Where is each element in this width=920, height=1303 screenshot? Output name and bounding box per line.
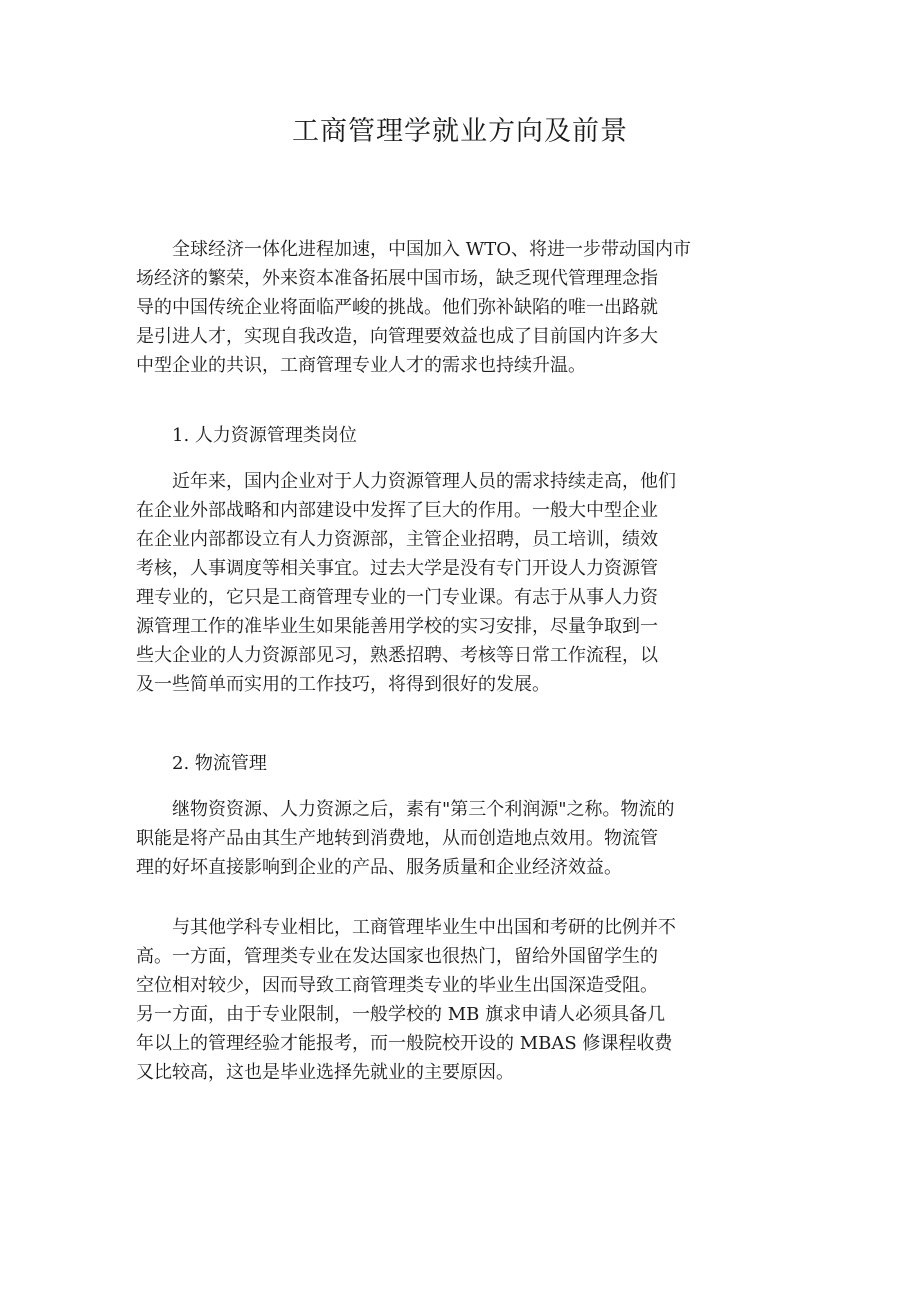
paragraph-logistics [136, 795, 726, 882]
paragraph-line: 职能是将产品由其生产地转到消费地，从而创造地点效用。物流管 [136, 828, 658, 849]
paragraph-line: 与其他学科专业相比，工商管理毕业生中出国和考研的比例并不 [172, 917, 676, 938]
paragraph-line: 是引进人才，实现自我改造，向管理要效益也成了目前国内许多大 [136, 326, 658, 347]
paragraph-line: 全球经济一体化进程加速，中国加入 WTO、将进一步带动国内市 [172, 239, 691, 260]
paragraph-line: 年以上的管理经验才能报考，而一般院校开设的 MBAS 修课程收费 [136, 1033, 673, 1054]
paragraph-line: 高。一方面，管理类专业在发达国家也很热门，留给外国留学生的 [136, 946, 658, 967]
paragraph-line: 考核，人事调度等相关事宜。过去大学是没有专门开设人力资源管 [136, 558, 658, 579]
document-title: 工商管理学就业方向及前景 [292, 116, 628, 147]
paragraph-line: 及一些简单而实用的工作技巧，将得到很好的发展。 [136, 674, 550, 695]
paragraph-hr [136, 467, 726, 699]
paragraph-line: 理的好坏直接影响到企业的产品、服务质量和企业经济效益。 [136, 857, 622, 878]
paragraph-study-abroad [136, 913, 726, 1087]
paragraph-line: 近年来，国内企业对于人力资源管理人员的需求持续走高，他们 [172, 471, 676, 492]
paragraph-line: 中型企业的共识，工商管理专业人才的需求也持续升温。 [136, 355, 586, 376]
paragraph-line: 继物资资源、人力资源之后，素有"第三个利润源"之称。物流的 [172, 799, 675, 820]
paragraph-line: 在企业外部战略和内部建设中发挥了巨大的作用。一般大中型企业 [136, 500, 658, 521]
paragraph-line: 空位相对较少，因而导致工商管理类专业的毕业生出国深造受阻。 [136, 975, 658, 996]
paragraph-line: 在企业内部都设立有人力资源部，主管企业招聘，员工培训，绩效 [136, 529, 658, 550]
paragraph-line: 场经济的繁荣，外来资本准备拓展中国市场，缺乏现代管理理念指 [136, 268, 658, 289]
paragraph-line: 些大企业的人力资源部见习，熟悉招聘、考核等日常工作流程，以 [136, 645, 658, 666]
paragraph-line: 源管理工作的准毕业生如果能善用学校的实习安排，尽量争取到一 [136, 616, 658, 637]
paragraph-line: 另一方面，由于专业限制，一般学校的 MB 旗求申请人必须具备几 [136, 1004, 666, 1025]
paragraph-line: 导的中国传统企业将面临严峻的挑战。他们弥补缺陷的唯一出路就 [136, 297, 658, 318]
paragraph-line: 又比较高，这也是毕业选择先就业的主要原因。 [136, 1062, 514, 1083]
paragraph-intro [136, 235, 726, 380]
section-heading-hr: 1. 人力资源管理类岗位 [172, 425, 357, 446]
paragraph-line: 理专业的，它只是工商管理专业的一门专业课。有志于从事人力资 [136, 587, 658, 608]
section-heading-logistics: 2. 物流管理 [172, 753, 267, 774]
